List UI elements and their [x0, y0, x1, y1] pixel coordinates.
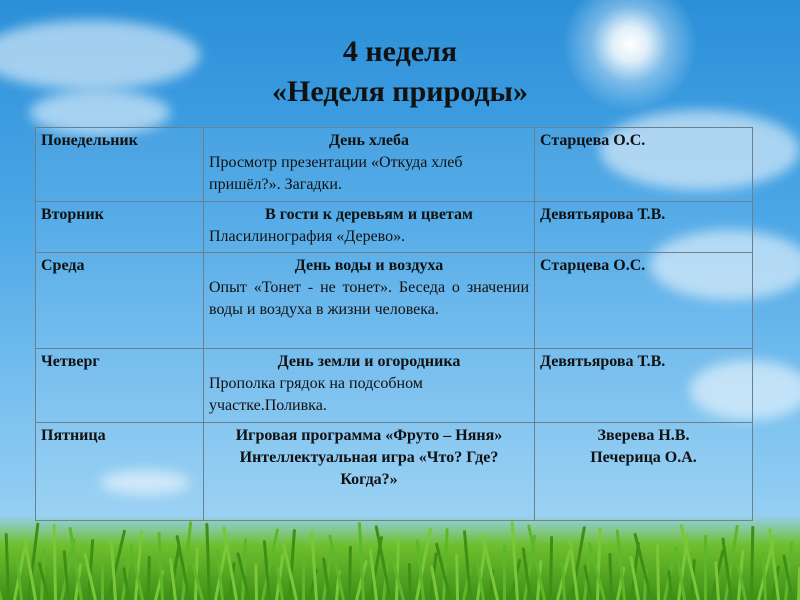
activity-cell: [204, 253, 535, 349]
responsible-name: Старцева О.С.: [540, 132, 646, 149]
responsible-cell: [535, 202, 753, 253]
activity-title: В гости к деревьям и цветам: [265, 206, 473, 223]
responsible-name: Девятьярова Т.В.: [540, 353, 666, 370]
grass-blade: [302, 555, 305, 600]
page-title: [0, 32, 800, 112]
activity-text: Пласилинография «Дерево».: [209, 228, 406, 245]
activity-text: Интеллектуальная игра «Что? Где? Когда?»: [239, 449, 499, 488]
responsible-name: Печерица О.А.: [590, 449, 697, 466]
activity-cell: [204, 202, 535, 253]
activity-title: День хлеба: [328, 132, 410, 149]
activity-text: Прополка грядок на подсобном участке.Поливка.: [209, 375, 423, 414]
day-cell: Вторник: [36, 202, 204, 253]
responsible-name: Девятьярова Т.В.: [540, 206, 666, 223]
grass-blade: [101, 565, 104, 600]
activity-title: Игровая программа «Фруто – Няня»: [235, 427, 503, 444]
schedule-table: [35, 127, 753, 521]
responsible-name: Зверева Н.В.: [597, 427, 690, 444]
grass-blade: [656, 544, 660, 600]
activity-text: Просмотр презентации «Откуда хлеб пришёл?». Загадки.: [209, 154, 463, 193]
activity-cell: [204, 423, 535, 521]
activity-cell: [204, 349, 535, 423]
activity-text: Опыт «Тонет - не тонет». Беседа о значении воды и воздуха в жизни человека.: [209, 279, 529, 318]
responsible-cell: [535, 349, 753, 423]
responsible-cell: [535, 128, 753, 202]
table-row: [36, 253, 753, 349]
activity-title: День земли и огородника: [277, 353, 461, 370]
table-row: [36, 202, 753, 253]
responsible-name: Старцева О.С.: [540, 257, 646, 274]
day-cell: Пятница: [36, 423, 204, 521]
table-row: [36, 423, 753, 521]
grass-blade: [455, 554, 459, 600]
activity-cell: [204, 128, 535, 202]
responsible-cell: [535, 253, 753, 349]
responsible-cell: [535, 423, 753, 521]
title-line-1: 4 неделя: [342, 35, 458, 68]
title-line-2: «Неделя природы»: [272, 75, 528, 108]
day-cell: Понедельник: [36, 128, 204, 202]
table-row: [36, 128, 753, 202]
grass-blade: [254, 564, 258, 600]
day-cell: Четверг: [36, 349, 204, 423]
activity-title: День воды и воздуха: [294, 257, 444, 274]
grass-blade: [503, 545, 506, 600]
grass-blade: [704, 535, 707, 600]
day-cell: Среда: [36, 253, 204, 349]
table-row: [36, 349, 753, 423]
